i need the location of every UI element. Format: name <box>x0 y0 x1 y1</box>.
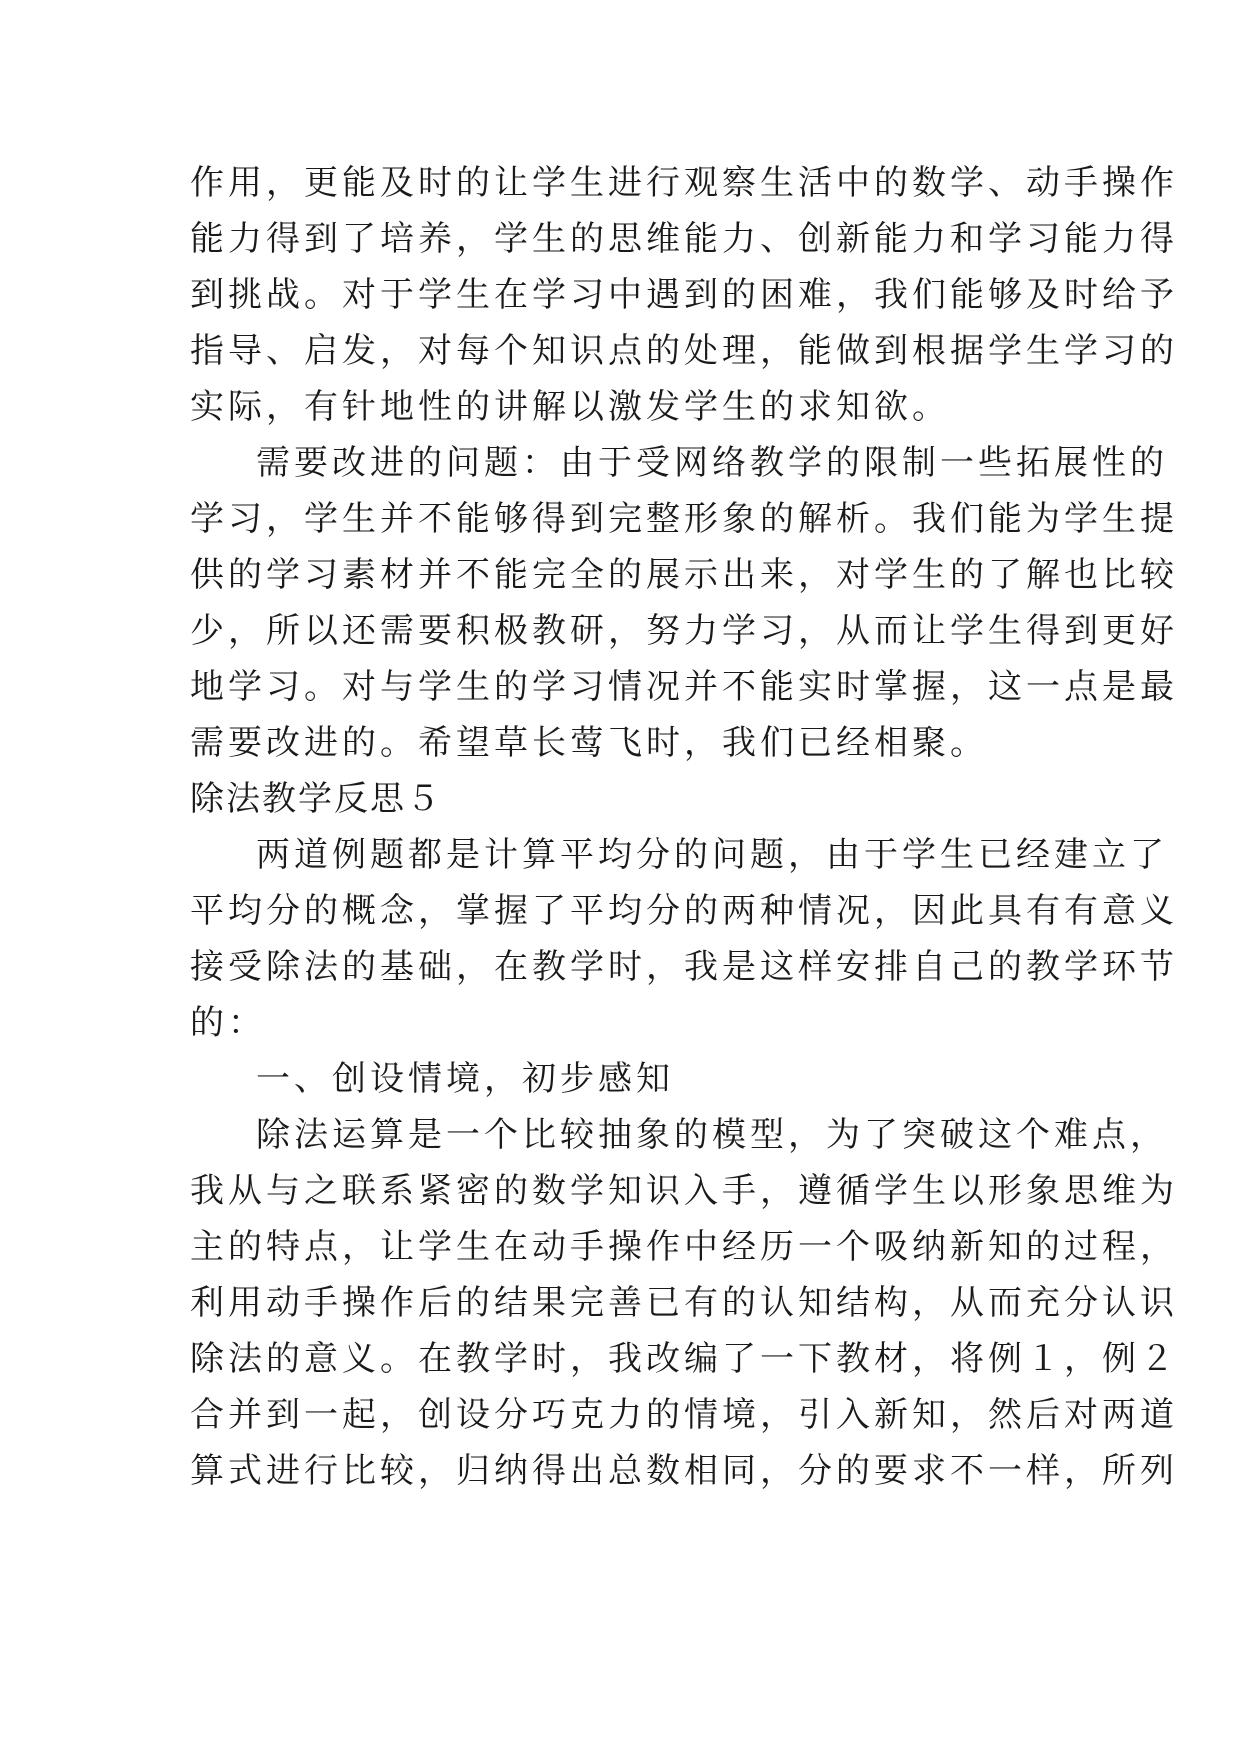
text-line: 实际，有针地性的讲解以激发学生的求知欲。 <box>190 387 950 427</box>
text-line: 作用，更能及时的让学生进行观察生活中的数学、动手操作 <box>190 163 1178 203</box>
text-line: 除法的意义。在教学时，我改编了一下教材，将例１，例２ <box>190 1339 1178 1379</box>
text-line: 地学习。对与学生的学习情况并不能实时掌握，这一点是最 <box>190 667 1178 707</box>
text-line: 两道例题都是计算平均分的问题，由于学生已经建立了 <box>256 835 1168 875</box>
text-line: 主的特点，让学生在动手操作中经历一个吸纳新知的过程， <box>190 1227 1178 1267</box>
text-line: 学习，学生并不能够得到完整形象的解析。我们能为学生提 <box>190 499 1178 539</box>
text-line: 供的学习素材并不能完全的展示出来，对学生的了解也比较 <box>190 555 1178 595</box>
text-line: 需要改进的。希望草长莺飞时，我们已经相聚。 <box>190 723 988 763</box>
text-line: 到挑战。对于学生在学习中遇到的困难，我们能够及时给予 <box>190 275 1178 315</box>
text-line: 的： <box>190 1003 266 1043</box>
text-line: 除法运算是一个比较抽象的模型，为了突破这个难点， <box>256 1115 1168 1155</box>
section-heading: 除法教学反思５ <box>190 779 442 819</box>
text-line: 我从与之联系紧密的数学知识入手，遵循学生以形象思维为 <box>190 1171 1178 1211</box>
text-line: 接受除法的基础，在教学时，我是这样安排自己的教学环节 <box>190 947 1178 987</box>
text-line: 一、创设情境，初步感知 <box>256 1059 674 1099</box>
text-line: 利用动手操作后的结果完善已有的认知结构，从而充分认识 <box>190 1283 1178 1323</box>
text-line: 平均分的概念，掌握了平均分的两种情况，因此具有有意义 <box>190 891 1178 931</box>
text-line: 需要改进的问题：由于受网络教学的限制一些拓展性的 <box>256 443 1168 483</box>
text-line: 合并到一起，创设分巧克力的情境，引入新知，然后对两道 <box>190 1395 1178 1435</box>
text-line: 指导、启发，对每个知识点的处理，能做到根据学生学习的 <box>190 331 1178 371</box>
text-line: 算式进行比较，归纳得出总数相同，分的要求不一样，所列 <box>190 1451 1178 1491</box>
text-line: 能力得到了培养，学生的思维能力、创新能力和学习能力得 <box>190 219 1178 259</box>
text-line: 少，所以还需要积极教研，努力学习，从而让学生得到更好 <box>190 611 1178 651</box>
document-body <box>190 155 1178 1499</box>
